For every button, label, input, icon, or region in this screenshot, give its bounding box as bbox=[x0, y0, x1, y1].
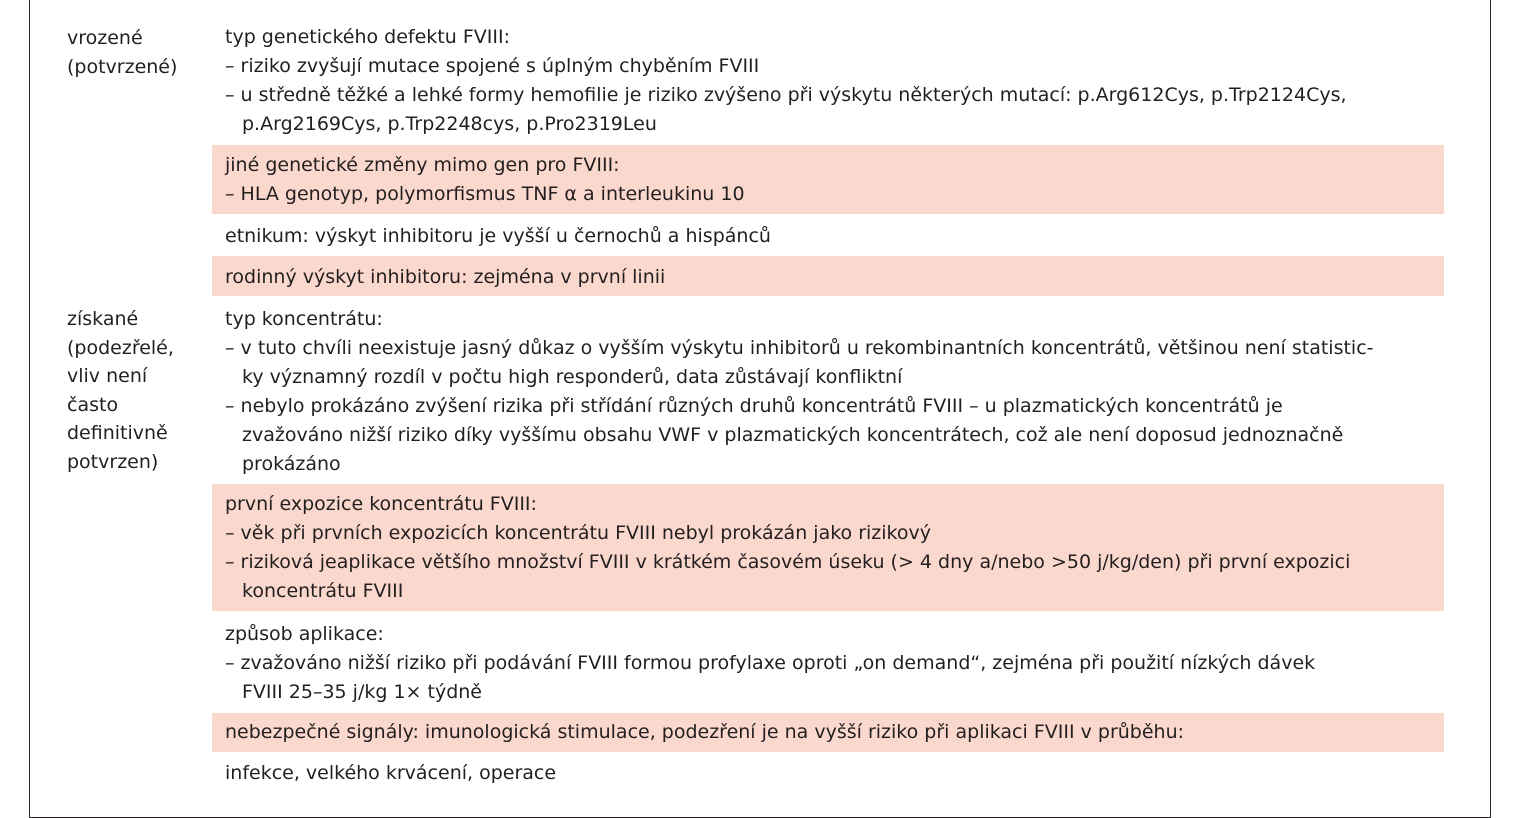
row-line: jiné genetické změny mimo gen pro FVIII: bbox=[225, 154, 620, 176]
risk-row-administration bbox=[212, 617, 1444, 709]
row-line: – v tuto chvíli neexistuje jasný důkaz o vyšším výskytu inhibitorů u rekombinantních koncentrátů, většinou není statistic- bbox=[225, 337, 1374, 359]
row-line: první expozice koncentrátu FVIII: bbox=[225, 493, 537, 515]
row-line: – riziko zvyšují mutace spojené s úplným chyběním FVIII bbox=[225, 55, 760, 77]
row-line: – u středně těžké a lehké formy hemofilie je riziko zvýšeno při výskytu některých mutací: p.Arg612Cys, p.Trp2124Cys, bbox=[225, 84, 1347, 106]
row-line: typ genetického defektu FVIII: bbox=[225, 26, 510, 48]
row-line: – riziková jeaplikace většího množství FVIII v krátkém časovém úseku (> 4 dny a/nebo >50 j/kg/den) při první expozici bbox=[225, 551, 1351, 573]
row-line: FVIII 25–35 j/kg 1× týdně bbox=[242, 681, 482, 703]
row-line: – věk při prvních expozicích koncentrátu FVIII nebyl prokázán jako rizikový bbox=[225, 522, 931, 544]
risk-row-infection bbox=[212, 756, 1444, 792]
row-line: – zvažováno nižší riziko při podávání FVIII formou profylaxe oproti „on demand“, zejména při použití nízkých dávek bbox=[225, 652, 1316, 674]
row-line: způsob aplikace: bbox=[225, 623, 384, 645]
row-line: – HLA genotyp, polymorfismus TNF α a interleukinu 10 bbox=[225, 183, 745, 205]
risk-row-concentrate-type bbox=[212, 305, 1444, 480]
risk-row-other-genetic-changes bbox=[212, 145, 1444, 214]
row-line: ky významný rozdíl v počtu high responderů, data zůstávají konfliktní bbox=[242, 366, 903, 388]
row-line: etnikum: výskyt inhibitoru je vyšší u černochů a hispánců bbox=[225, 225, 771, 247]
row-line: p.Arg2169Cys, p.Trp2248cys, p.Pro2319Leu bbox=[242, 113, 657, 135]
risk-row-danger-signals bbox=[212, 713, 1444, 752]
row-line: typ koncentrátu: bbox=[225, 308, 383, 330]
row-line: infekce, velkého krvácení, operace bbox=[225, 762, 557, 784]
group-label-inherited: vrozené (potvrzené) bbox=[67, 27, 178, 78]
row-line: koncentrátu FVIII bbox=[242, 580, 404, 602]
risk-row-first-exposure bbox=[212, 484, 1444, 611]
row-line: nebezpečné signály: imunologická stimulace, podezření je na vyšší riziko při aplikaci FVIII v průběhu: bbox=[225, 721, 1185, 743]
row-line: prokázáno bbox=[242, 453, 341, 475]
risk-row-genetic-defect bbox=[212, 23, 1444, 141]
risk-row-ethnicity bbox=[212, 219, 1444, 254]
row-line: – nebylo prokázáno zvýšení rizika při střídání různých druhů koncentrátů FVIII – u plazmatických koncentrátů je bbox=[225, 395, 1283, 417]
row-line: rodinný výskyt inhibitoru: zejména v první linii bbox=[225, 266, 666, 288]
group-label-acquired: získané (podezřelé, vliv není často definitivně potvrzen) bbox=[67, 308, 174, 473]
risk-row-family-history bbox=[212, 256, 1444, 296]
row-line: zvažováno nižší riziko díky vyššímu obsahu VWF v plazmatických koncentrátech, což ale není doposud jednoznačně bbox=[242, 424, 1344, 446]
